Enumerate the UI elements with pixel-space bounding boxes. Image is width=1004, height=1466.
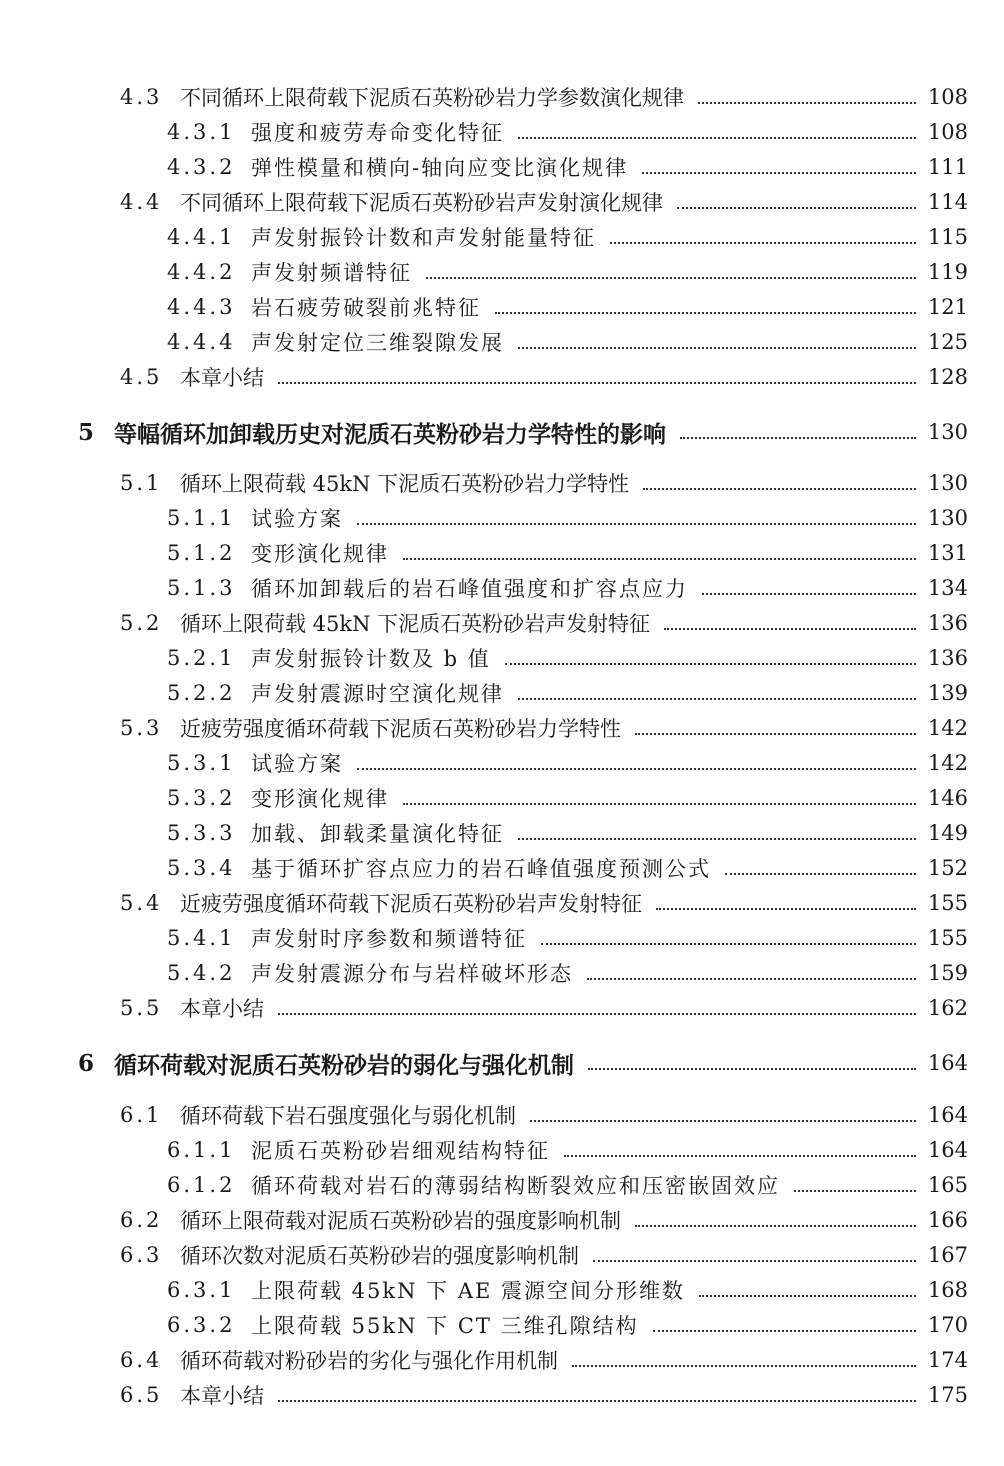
toc-section-number: 6.5 bbox=[120, 1383, 163, 1407]
toc-entry-row[interactable] bbox=[0, 956, 1004, 990]
toc-section-number: 4.4.4 bbox=[167, 330, 236, 354]
toc-entry-row[interactable] bbox=[0, 781, 1004, 815]
toc-section-number: 6.3.2 bbox=[167, 1313, 236, 1337]
toc-section-title: 循环荷载对岩石的薄弱结构断裂效应和压密嵌固效应 bbox=[251, 1174, 780, 1198]
toc-page-number: 164 bbox=[927, 1051, 968, 1075]
toc-dot-leader bbox=[698, 102, 916, 104]
toc-dot-leader bbox=[680, 437, 916, 439]
toc-page-number: 139 bbox=[927, 681, 968, 705]
toc-section-number: 4.3 bbox=[120, 85, 163, 109]
toc-entry-row[interactable] bbox=[0, 466, 1004, 500]
toc-page-number: 131 bbox=[927, 541, 968, 565]
toc-dot-leader bbox=[403, 803, 916, 805]
toc-page-number: 164 bbox=[927, 1103, 968, 1127]
toc-entry-row[interactable] bbox=[0, 150, 1004, 184]
toc-section-number: 5.4.2 bbox=[167, 961, 236, 985]
toc-page-number: 121 bbox=[927, 295, 968, 319]
toc-section-number: 5.5 bbox=[120, 996, 163, 1020]
toc-page-number: 114 bbox=[927, 190, 968, 214]
toc-section-number: 5.3.1 bbox=[167, 751, 236, 775]
toc-section-number: 4.4 bbox=[120, 190, 163, 214]
toc-section-title: 本章小结 bbox=[180, 997, 264, 1021]
toc-section-title: 岩石疲劳破裂前兆特征 bbox=[251, 296, 481, 320]
toc-page-number: 152 bbox=[927, 856, 968, 880]
toc-dot-leader bbox=[357, 523, 916, 525]
toc-page-number: 108 bbox=[927, 85, 968, 109]
toc-section-number: 5.3.4 bbox=[167, 856, 236, 880]
toc-section-title: 循环荷载下岩石强度强化与弱化机制 bbox=[180, 1104, 516, 1128]
toc-entry-row[interactable] bbox=[0, 746, 1004, 780]
toc-page-number: 168 bbox=[927, 1278, 968, 1302]
toc-entry-row[interactable] bbox=[0, 1343, 1004, 1377]
toc-section-title: 声发射时序参数和频谱特征 bbox=[251, 927, 527, 951]
toc-page-number: 136 bbox=[927, 646, 968, 670]
toc-page-number: 134 bbox=[927, 576, 968, 600]
toc-section-title: 试验方案 bbox=[251, 752, 343, 776]
toc-entry-row[interactable] bbox=[0, 185, 1004, 219]
toc-section-number: 4.5 bbox=[120, 365, 163, 389]
toc-section-number: 5.1.1 bbox=[167, 506, 236, 530]
toc-section-title: 声发射震源时空演化规律 bbox=[251, 682, 504, 706]
toc-page-number: 155 bbox=[927, 926, 968, 950]
toc-dot-leader bbox=[635, 1225, 916, 1227]
toc-page-number: 111 bbox=[927, 155, 968, 179]
toc-entry-row[interactable] bbox=[0, 1098, 1004, 1132]
toc-dot-leader bbox=[278, 1400, 916, 1402]
toc-section-title: 循环荷载对粉砂岩的劣化与强化作用机制 bbox=[180, 1349, 558, 1373]
toc-dot-leader bbox=[278, 1013, 916, 1015]
toc-entry-row[interactable] bbox=[0, 290, 1004, 324]
toc-section-title: 本章小结 bbox=[180, 1384, 264, 1408]
toc-section-title: 试验方案 bbox=[251, 507, 343, 531]
toc-entry-row[interactable] bbox=[0, 676, 1004, 710]
toc-section-number: 5.3 bbox=[120, 716, 163, 740]
toc-section-number: 5.2 bbox=[120, 611, 163, 635]
toc-section-number: 5.4 bbox=[120, 891, 163, 915]
toc-dot-leader bbox=[699, 1295, 916, 1297]
toc-dot-leader bbox=[403, 558, 916, 560]
toc-section-title: 弹性模量和横向-轴向应变比演化规律 bbox=[251, 156, 629, 180]
toc-section-title: 近疲劳强度循环荷载下泥质石英粉砂岩声发射特征 bbox=[180, 892, 642, 916]
toc-page-number: 159 bbox=[927, 961, 968, 985]
toc-dot-leader bbox=[677, 207, 916, 209]
toc-dot-leader bbox=[572, 1365, 916, 1367]
toc-entry-row[interactable] bbox=[0, 606, 1004, 640]
toc-entry-row[interactable] bbox=[0, 1168, 1004, 1202]
toc-page-number: 175 bbox=[927, 1383, 968, 1407]
toc-page-number: 149 bbox=[927, 821, 968, 845]
toc-section-number: 6.4 bbox=[120, 1348, 163, 1372]
toc-page-number: 165 bbox=[927, 1173, 968, 1197]
toc-dot-leader bbox=[278, 382, 916, 384]
toc-section-number: 5.1 bbox=[120, 471, 163, 495]
toc-dot-leader bbox=[518, 698, 916, 700]
toc-dot-leader bbox=[702, 593, 916, 595]
toc-section-title: 循环荷载对泥质石英粉砂岩的弱化与强化机制 bbox=[114, 1051, 574, 1079]
toc-page-number: 115 bbox=[927, 225, 968, 249]
toc-section-number: 6.2 bbox=[120, 1208, 163, 1232]
toc-section-number: 5.2.2 bbox=[167, 681, 236, 705]
toc-entry-row[interactable] bbox=[0, 220, 1004, 254]
toc-entry-row[interactable] bbox=[0, 1203, 1004, 1237]
toc-section-number: 6.3.1 bbox=[167, 1278, 236, 1302]
toc-dot-leader bbox=[635, 733, 916, 735]
toc-entry-row[interactable] bbox=[0, 501, 1004, 535]
toc-section-title: 本章小结 bbox=[180, 366, 264, 390]
toc-section-number: 6.3 bbox=[120, 1243, 163, 1267]
toc-page-number: 142 bbox=[927, 716, 968, 740]
toc-dot-leader bbox=[642, 172, 916, 174]
toc-page-number: 125 bbox=[927, 330, 968, 354]
toc-entry-row[interactable] bbox=[0, 360, 1004, 394]
toc-page-number: 146 bbox=[927, 786, 968, 810]
toc-dot-leader bbox=[426, 277, 916, 279]
toc-section-title: 声发射振铃计数和声发射能量特征 bbox=[251, 226, 596, 250]
toc-section-title: 变形演化规律 bbox=[251, 542, 389, 566]
toc-entry-row[interactable] bbox=[0, 1378, 1004, 1412]
toc-page-number: 119 bbox=[927, 260, 968, 284]
toc-entry-row[interactable] bbox=[0, 816, 1004, 850]
toc-page-number: 174 bbox=[927, 1348, 968, 1372]
toc-dot-leader bbox=[564, 1155, 916, 1157]
toc-section-number: 5.1.3 bbox=[167, 576, 236, 600]
toc-chapter-row[interactable] bbox=[0, 412, 1004, 452]
toc-section-title: 循环次数对泥质石英粉砂岩的强度影响机制 bbox=[180, 1244, 579, 1268]
toc-section-title: 等幅循环加卸载历史对泥质石英粉砂岩力学特性的影响 bbox=[114, 420, 666, 448]
toc-page-number: 136 bbox=[927, 611, 968, 635]
toc-dot-leader bbox=[643, 488, 916, 490]
toc-section-title: 声发射震源分布与岩样破坏形态 bbox=[251, 962, 573, 986]
toc-entry-row[interactable] bbox=[0, 921, 1004, 955]
toc-section-number: 5 bbox=[78, 418, 98, 446]
toc-page-number: 162 bbox=[927, 996, 968, 1020]
toc-section-number: 6.1 bbox=[120, 1103, 163, 1127]
toc-dot-leader bbox=[794, 1190, 916, 1192]
toc-entry-row[interactable] bbox=[0, 711, 1004, 745]
toc-entry-row[interactable] bbox=[0, 255, 1004, 289]
toc-dot-leader bbox=[656, 908, 916, 910]
toc-section-title: 不同循环上限荷载下泥质石英粉砂岩声发射演化规律 bbox=[180, 191, 663, 215]
toc-entry-row[interactable] bbox=[0, 851, 1004, 885]
toc-entry-row[interactable] bbox=[0, 641, 1004, 675]
toc-entry-row[interactable] bbox=[0, 571, 1004, 605]
toc-section-title: 变形演化规律 bbox=[251, 787, 389, 811]
toc-section-number: 5.2.1 bbox=[167, 646, 236, 670]
toc-section-number: 5.1.2 bbox=[167, 541, 236, 565]
toc-page-number: 130 bbox=[927, 471, 968, 495]
toc-page-number: 164 bbox=[927, 1138, 968, 1162]
toc-dot-leader bbox=[593, 1260, 916, 1262]
toc-page-number: 108 bbox=[927, 120, 968, 144]
toc-page-number: 167 bbox=[927, 1243, 968, 1267]
toc-dot-leader bbox=[518, 347, 916, 349]
toc-page-number: 142 bbox=[927, 751, 968, 775]
toc-entry-row[interactable] bbox=[0, 80, 1004, 114]
toc-entry-row[interactable] bbox=[0, 991, 1004, 1025]
toc-section-title: 循环上限荷载对泥质石英粉砂岩的强度影响机制 bbox=[180, 1209, 621, 1233]
toc-section-title: 循环加卸载后的岩石峰值强度和扩容点应力 bbox=[251, 577, 688, 601]
toc-dot-leader bbox=[505, 663, 916, 665]
toc-section-title: 基于循环扩容点应力的岩石峰值强度预测公式 bbox=[251, 857, 711, 881]
toc-section-title: 近疲劳强度循环荷载下泥质石英粉砂岩力学特性 bbox=[180, 717, 621, 741]
toc-section-title: 不同循环上限荷载下泥质石英粉砂岩力学参数演化规律 bbox=[180, 86, 684, 110]
toc-page-number: 155 bbox=[927, 891, 968, 915]
toc-section-number: 4.3.1 bbox=[167, 120, 236, 144]
toc-section-title: 泥质石英粉砂岩细观结构特征 bbox=[251, 1139, 550, 1163]
toc-section-number: 5.3.2 bbox=[167, 786, 236, 810]
toc-page-number: 166 bbox=[927, 1208, 968, 1232]
toc-section-number: 5.4.1 bbox=[167, 926, 236, 950]
toc-page-number: 130 bbox=[927, 506, 968, 530]
toc-dot-leader bbox=[518, 137, 916, 139]
toc-entry-row[interactable] bbox=[0, 1308, 1004, 1342]
toc-entry-row[interactable] bbox=[0, 1273, 1004, 1307]
toc-section-title: 强度和疲劳寿命变化特征 bbox=[251, 121, 504, 145]
toc-page-number: 128 bbox=[927, 365, 968, 389]
toc-section-number: 6 bbox=[78, 1049, 98, 1077]
toc-section-title: 声发射振铃计数及 b 值 bbox=[251, 647, 491, 671]
toc-section-number: 6.1.2 bbox=[167, 1173, 236, 1197]
toc-dot-leader bbox=[588, 1068, 916, 1070]
toc-entry-row[interactable] bbox=[0, 1133, 1004, 1167]
toc-dot-leader bbox=[541, 943, 916, 945]
toc-dot-leader bbox=[664, 628, 916, 630]
toc-chapter-row[interactable] bbox=[0, 1043, 1004, 1083]
toc-dot-leader bbox=[725, 873, 916, 875]
toc-section-number: 6.1.1 bbox=[167, 1138, 236, 1162]
toc-section-number: 4.4.2 bbox=[167, 260, 236, 284]
toc-section-title: 循环上限荷载 45kN 下泥质石英粉砂岩力学特性 bbox=[180, 472, 630, 496]
toc-section-number: 5.3.3 bbox=[167, 821, 236, 845]
toc-dot-leader bbox=[518, 838, 916, 840]
toc-entry-row[interactable] bbox=[0, 536, 1004, 570]
toc-section-title: 循环上限荷载 45kN 下泥质石英粉砂岩声发射特征 bbox=[180, 612, 651, 636]
toc-section-number: 4.4.3 bbox=[167, 295, 236, 319]
toc-section-number: 4.4.1 bbox=[167, 225, 236, 249]
toc-entry-row[interactable] bbox=[0, 1238, 1004, 1272]
toc-page-number: 130 bbox=[927, 420, 968, 444]
toc-dot-leader bbox=[653, 1330, 916, 1332]
toc-dot-leader bbox=[587, 978, 916, 980]
toc-section-title: 声发射定位三维裂隙发展 bbox=[251, 331, 504, 355]
toc-entry-row[interactable] bbox=[0, 115, 1004, 149]
toc-dot-leader bbox=[530, 1120, 916, 1122]
toc-section-title: 上限荷载 55kN 下 CT 三维孔隙结构 bbox=[251, 1314, 639, 1338]
toc-page-number: 170 bbox=[927, 1313, 968, 1337]
toc-section-title: 声发射频谱特征 bbox=[251, 261, 412, 285]
toc-section-number: 4.3.2 bbox=[167, 155, 236, 179]
toc-dot-leader bbox=[610, 242, 916, 244]
toc-section-title: 加载、卸载柔量演化特征 bbox=[251, 822, 504, 846]
toc-entry-row[interactable] bbox=[0, 325, 1004, 359]
toc-dot-leader bbox=[357, 768, 916, 770]
toc-dot-leader bbox=[495, 312, 916, 314]
toc-section-title: 上限荷载 45kN 下 AE 震源空间分形维数 bbox=[251, 1279, 686, 1303]
toc-entry-row[interactable] bbox=[0, 886, 1004, 920]
